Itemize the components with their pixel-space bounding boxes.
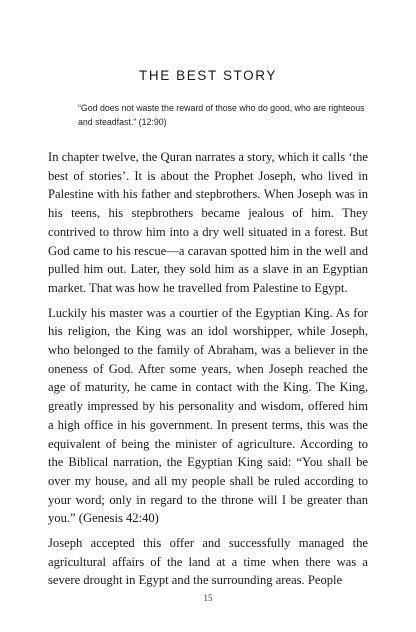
epigraph-reference: (12:90) <box>138 117 167 127</box>
epigraph-quote: “God does not waste the reward of those who do good, who are righteous and steadfast.” <box>78 103 365 127</box>
page-number: 15 <box>203 593 213 603</box>
paragraph: Joseph accepted this offer and successfully managed the agricultural affairs of the land at a time when there was a severe drought in Egypt and the surrounding areas. People <box>48 536 368 588</box>
paragraph: Luckily his master was a courtier of the Egyptian King. As for his religion, the King was an idol worshipper, while Joseph, who belonged to the family of Abraham, was a believer in the oneness of God. After some years, when Joseph reached the age of maturity, he came in contact with the King. The King, greatly impressed by his personality and wisdom, offered him a high office in his government. In present terms, this was the equivalent of being the minister of agriculture. According to the Biblical narration, the Egyptian King said: “You shall be over my house, and all my people shall be ruled according to your word; only in regard to the throne will I be greater than you.” (Genesis 42:40) <box>48 305 368 526</box>
epigraph <box>78 101 378 129</box>
body-text <box>48 148 368 596</box>
chapter-title: THE BEST STORY <box>139 68 277 83</box>
paragraph: In chapter twelve, the Quran narrates a story, which it calls ‘the best of stories’. It is about the Prophet Joseph, who lived in Palestine with his father and stepbrothers. When Joseph was in his teens, his stepbrothers became jealous of him. They contrived to throw him into a dry well situated in a forest. But God came to his rescue—a caravan spotted him in the well and pulled him out. Later, they sold him as a slave in an Egyptian market. That was how he travelled from Palestine to Egypt. <box>48 150 368 295</box>
